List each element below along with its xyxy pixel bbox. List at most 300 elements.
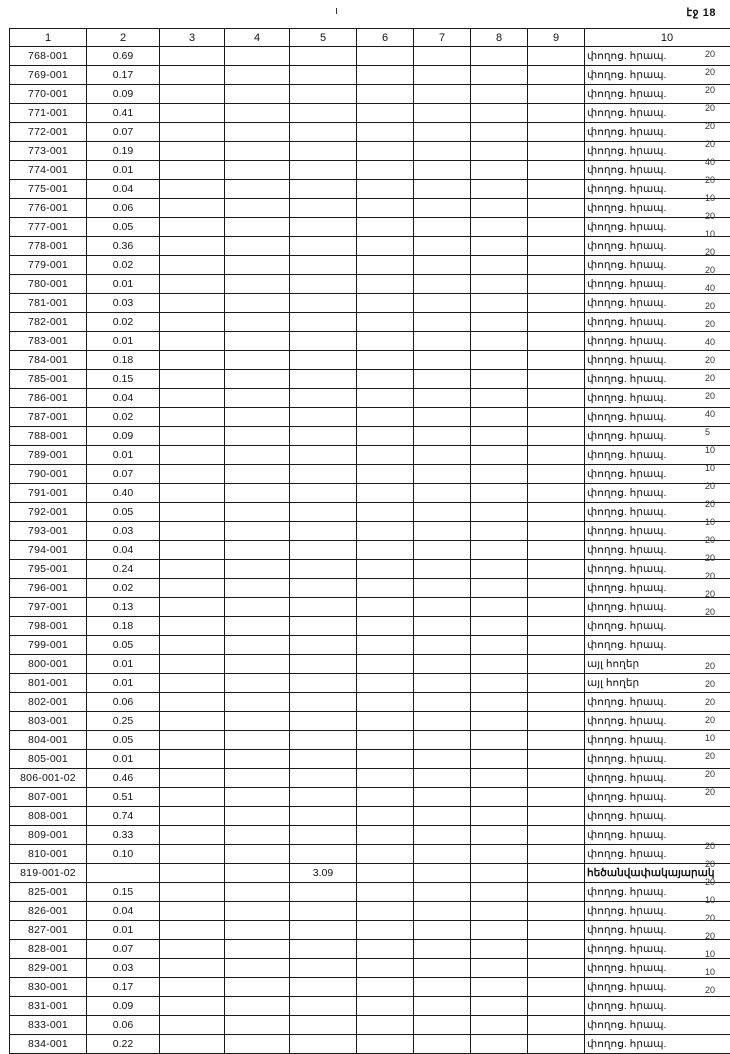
- cell-col-5: [290, 294, 357, 313]
- table-row: [10, 826, 730, 845]
- cell-col-4: [225, 104, 290, 123]
- cell-land-use: փողոց. հրապ.: [585, 636, 730, 655]
- cell-col-7: [414, 199, 471, 218]
- cell-col-2: 0.40: [87, 484, 160, 503]
- cell-col-7: [414, 902, 471, 921]
- cell-col-5: [290, 940, 357, 959]
- cell-col-4: [225, 446, 290, 465]
- cell-col-7: [414, 750, 471, 769]
- table-row: [10, 750, 730, 769]
- cell-col-2: 0.06: [87, 1016, 160, 1035]
- cell-col-9: [528, 959, 585, 978]
- cell-land-use: փողոց. հրապ.: [585, 731, 730, 750]
- cell-col-5: [290, 636, 357, 655]
- cell-col-6: [357, 655, 414, 674]
- cell-col-8: [471, 275, 528, 294]
- header-col-8: 8: [471, 29, 528, 47]
- cell-col-6: [357, 864, 414, 883]
- cell-col-7: [414, 845, 471, 864]
- cell-col-8: [471, 85, 528, 104]
- cell-parcel-code: 828-001: [10, 940, 87, 959]
- cell-col-8: [471, 655, 528, 674]
- cell-land-use: փողոց. հրապ.: [585, 85, 730, 104]
- cell-col-8: [471, 997, 528, 1016]
- cell-col-2: 0.05: [87, 636, 160, 655]
- cell-col-2: 0.09: [87, 85, 160, 104]
- cell-col-8: [471, 408, 528, 427]
- cell-parcel-code: 794-001: [10, 541, 87, 560]
- cell-col-9: [528, 351, 585, 370]
- margin-note: 40: [703, 279, 729, 297]
- cell-col-9: [528, 883, 585, 902]
- table-row: [10, 465, 730, 484]
- table-row: [10, 731, 730, 750]
- cell-land-use: փողոց. հրապ.: [585, 446, 730, 465]
- cell-land-use: փողոց. հրապ.: [585, 313, 730, 332]
- cell-col-6: [357, 788, 414, 807]
- cell-land-use: փողոց. հրապ.: [585, 1035, 730, 1054]
- cell-col-8: [471, 959, 528, 978]
- cell-col-6: [357, 636, 414, 655]
- cell-parcel-code: 769-001: [10, 66, 87, 85]
- cell-parcel-code: 826-001: [10, 902, 87, 921]
- cell-col-3: [160, 484, 225, 503]
- cell-col-8: [471, 788, 528, 807]
- cell-col-2: 0.03: [87, 294, 160, 313]
- cell-col-4: [225, 997, 290, 1016]
- cell-col-2: 0.02: [87, 256, 160, 275]
- cell-col-4: [225, 712, 290, 731]
- cell-col-4: [225, 313, 290, 332]
- cell-col-2: 0.02: [87, 408, 160, 427]
- cell-land-use: փողոց. հրապ.: [585, 503, 730, 522]
- cell-col-8: [471, 1035, 528, 1054]
- cell-parcel-code: 784-001: [10, 351, 87, 370]
- cell-land-use: փողոց. հրապ.: [585, 750, 730, 769]
- cell-col-9: [528, 123, 585, 142]
- cell-land-use: փողոց. հրապ.: [585, 351, 730, 370]
- cell-col-6: [357, 237, 414, 256]
- cell-col-6: [357, 351, 414, 370]
- cell-parcel-code: 802-001: [10, 693, 87, 712]
- margin-note: 20: [703, 549, 729, 567]
- margin-note: 10: [703, 729, 729, 747]
- cell-col-8: [471, 123, 528, 142]
- cell-col-5: [290, 788, 357, 807]
- table-body: [10, 47, 730, 1054]
- cell-parcel-code: 788-001: [10, 427, 87, 446]
- cell-col-3: [160, 218, 225, 237]
- cell-col-5: [290, 712, 357, 731]
- cell-col-7: [414, 408, 471, 427]
- cell-parcel-code: 804-001: [10, 731, 87, 750]
- cell-col-8: [471, 579, 528, 598]
- cell-col-6: [357, 142, 414, 161]
- cell-col-3: [160, 693, 225, 712]
- cell-col-2: 0.69: [87, 47, 160, 66]
- cell-col-9: [528, 408, 585, 427]
- cell-col-7: [414, 579, 471, 598]
- table-row: [10, 446, 730, 465]
- cell-col-8: [471, 598, 528, 617]
- cell-col-5: [290, 1035, 357, 1054]
- table-row: [10, 142, 730, 161]
- cell-col-6: [357, 332, 414, 351]
- cell-col-8: [471, 978, 528, 997]
- cell-col-9: [528, 427, 585, 446]
- cell-col-5: [290, 560, 357, 579]
- margin-note: 20: [703, 981, 729, 999]
- cell-parcel-code: 789-001: [10, 446, 87, 465]
- cell-land-use: փողոց. հրապ.: [585, 294, 730, 313]
- margin-spacer: [703, 28, 729, 45]
- cell-col-9: [528, 636, 585, 655]
- cell-col-9: [528, 85, 585, 104]
- table-row: [10, 902, 730, 921]
- cell-land-use: փողոց. հրապ.: [585, 617, 730, 636]
- cell-col-8: [471, 617, 528, 636]
- cell-col-4: [225, 883, 290, 902]
- cell-col-2: 0.01: [87, 161, 160, 180]
- margin-note: 40: [703, 405, 729, 423]
- cell-col-5: [290, 389, 357, 408]
- table-row: [10, 199, 730, 218]
- cell-col-4: [225, 522, 290, 541]
- cell-col-3: [160, 66, 225, 85]
- cell-parcel-code: 768-001: [10, 47, 87, 66]
- cell-land-use: փողոց. հրապ.: [585, 332, 730, 351]
- cell-land-use: փողոց. հրապ.: [585, 560, 730, 579]
- cell-col-4: [225, 674, 290, 693]
- cell-col-3: [160, 560, 225, 579]
- cell-col-7: [414, 85, 471, 104]
- table-header-row: [10, 29, 730, 47]
- cell-col-7: [414, 617, 471, 636]
- cell-col-5: [290, 484, 357, 503]
- cell-col-5: [290, 256, 357, 275]
- cell-col-2: 0.41: [87, 104, 160, 123]
- table-row: [10, 864, 730, 883]
- cell-col-2: 0.04: [87, 541, 160, 560]
- cell-col-2: 0.01: [87, 921, 160, 940]
- cell-col-8: [471, 807, 528, 826]
- margin-note: 20: [703, 675, 729, 693]
- cell-parcel-code: 775-001: [10, 180, 87, 199]
- margin-note: 20: [703, 315, 729, 333]
- cell-col-7: [414, 826, 471, 845]
- cell-col-6: [357, 389, 414, 408]
- table-row: [10, 85, 730, 104]
- cell-col-2: 0.09: [87, 427, 160, 446]
- cell-col-4: [225, 1016, 290, 1035]
- cell-col-8: [471, 769, 528, 788]
- cell-col-4: [225, 370, 290, 389]
- cell-col-3: [160, 1035, 225, 1054]
- cell-col-9: [528, 294, 585, 313]
- cell-col-2: [87, 864, 160, 883]
- table-row: [10, 123, 730, 142]
- cell-land-use: փողոց. հրապ.: [585, 997, 730, 1016]
- cell-col-3: [160, 921, 225, 940]
- page-number: էջ 18: [686, 6, 716, 19]
- margin-note: 20: [703, 531, 729, 549]
- margin-note: 20: [703, 117, 729, 135]
- cell-land-use: փողոց. հրապ.: [585, 256, 730, 275]
- margin-note: 20: [703, 81, 729, 99]
- header-col-1: 1: [10, 29, 87, 47]
- cell-parcel-code: 827-001: [10, 921, 87, 940]
- cell-parcel-code: 796-001: [10, 579, 87, 598]
- cell-land-use: հեծանվափակայարակ: [585, 864, 730, 883]
- cell-col-2: 0.07: [87, 123, 160, 142]
- cell-col-7: [414, 959, 471, 978]
- cell-col-3: [160, 199, 225, 218]
- cell-col-2: 0.01: [87, 275, 160, 294]
- cell-col-2: 0.05: [87, 218, 160, 237]
- table-row: [10, 313, 730, 332]
- cell-col-8: [471, 750, 528, 769]
- margin-note: 10: [703, 441, 729, 459]
- cell-land-use: փողոց. հրապ.: [585, 123, 730, 142]
- cell-col-2: 0.01: [87, 655, 160, 674]
- cell-col-9: [528, 997, 585, 1016]
- cell-col-8: [471, 104, 528, 123]
- cell-col-4: [225, 826, 290, 845]
- cell-col-6: [357, 47, 414, 66]
- cell-col-6: [357, 503, 414, 522]
- cell-parcel-code: 805-001: [10, 750, 87, 769]
- table-row: [10, 389, 730, 408]
- margin-note: 20: [703, 135, 729, 153]
- cell-col-7: [414, 864, 471, 883]
- cell-col-2: 0.04: [87, 389, 160, 408]
- cell-col-4: [225, 598, 290, 617]
- cell-col-6: [357, 465, 414, 484]
- table-row: [10, 275, 730, 294]
- cell-col-9: [528, 104, 585, 123]
- cell-col-5: [290, 883, 357, 902]
- cell-col-3: [160, 902, 225, 921]
- margin-note: 20: [703, 567, 729, 585]
- cell-col-9: [528, 1035, 585, 1054]
- table-row: [10, 66, 730, 85]
- cell-col-3: [160, 541, 225, 560]
- cell-parcel-code: 781-001: [10, 294, 87, 313]
- cell-col-7: [414, 161, 471, 180]
- cell-col-6: [357, 1016, 414, 1035]
- cell-col-8: [471, 237, 528, 256]
- cell-land-use: փողոց. հրապ.: [585, 237, 730, 256]
- cell-col-7: [414, 769, 471, 788]
- cell-col-6: [357, 769, 414, 788]
- cell-col-8: [471, 503, 528, 522]
- cell-parcel-code: 801-001: [10, 674, 87, 693]
- cell-parcel-code: 787-001: [10, 408, 87, 427]
- cell-col-8: [471, 484, 528, 503]
- table-row: [10, 712, 730, 731]
- cell-land-use: փողոց. հրապ.: [585, 826, 730, 845]
- margin-note: 10: [703, 513, 729, 531]
- header-col-3: 3: [160, 29, 225, 47]
- cell-col-8: [471, 560, 528, 579]
- cell-parcel-code: 798-001: [10, 617, 87, 636]
- table-row: [10, 655, 730, 674]
- cell-col-7: [414, 1016, 471, 1035]
- cell-col-9: [528, 750, 585, 769]
- table-row: [10, 788, 730, 807]
- margin-note: 10: [703, 945, 729, 963]
- cell-col-6: [357, 712, 414, 731]
- cell-col-7: [414, 180, 471, 199]
- cell-parcel-code: 774-001: [10, 161, 87, 180]
- cell-col-6: [357, 256, 414, 275]
- cell-land-use: փողոց. հրապ.: [585, 693, 730, 712]
- cell-col-5: 3.09: [290, 864, 357, 883]
- table-row: [10, 997, 730, 1016]
- cell-col-4: [225, 465, 290, 484]
- margin-note: 40: [703, 333, 729, 351]
- cell-col-6: [357, 940, 414, 959]
- cell-parcel-code: 809-001: [10, 826, 87, 845]
- table-row: [10, 940, 730, 959]
- cell-col-5: [290, 541, 357, 560]
- cell-col-6: [357, 693, 414, 712]
- margin-note: 20: [703, 369, 729, 387]
- cell-col-3: [160, 845, 225, 864]
- cell-col-4: [225, 788, 290, 807]
- cell-col-2: 0.01: [87, 750, 160, 769]
- cell-col-9: [528, 332, 585, 351]
- margin-note: 20: [703, 783, 729, 801]
- cell-col-2: 0.05: [87, 731, 160, 750]
- cell-parcel-code: 771-001: [10, 104, 87, 123]
- table-row: [10, 218, 730, 237]
- cell-col-2: 0.25: [87, 712, 160, 731]
- cell-col-6: [357, 104, 414, 123]
- cell-parcel-code: 780-001: [10, 275, 87, 294]
- cell-parcel-code: 830-001: [10, 978, 87, 997]
- table-row: [10, 408, 730, 427]
- cell-col-5: [290, 180, 357, 199]
- cell-col-3: [160, 351, 225, 370]
- table-row: [10, 845, 730, 864]
- cell-col-6: [357, 484, 414, 503]
- cell-col-3: [160, 389, 225, 408]
- cell-col-4: [225, 275, 290, 294]
- cell-col-5: [290, 503, 357, 522]
- cell-parcel-code: 770-001: [10, 85, 87, 104]
- margin-note: 5: [703, 423, 729, 441]
- cell-col-8: [471, 674, 528, 693]
- cell-col-3: [160, 883, 225, 902]
- cell-parcel-code: 782-001: [10, 313, 87, 332]
- cell-col-5: [290, 1016, 357, 1035]
- cell-col-4: [225, 294, 290, 313]
- cell-col-5: [290, 370, 357, 389]
- cell-parcel-code: 819-001-02: [10, 864, 87, 883]
- cell-col-5: [290, 655, 357, 674]
- cell-col-4: [225, 427, 290, 446]
- cell-col-7: [414, 522, 471, 541]
- cell-land-use: փողոց. հրապ.: [585, 940, 730, 959]
- cell-col-2: 0.74: [87, 807, 160, 826]
- cell-col-7: [414, 674, 471, 693]
- cell-col-5: [290, 332, 357, 351]
- cell-col-8: [471, 66, 528, 85]
- cell-col-8: [471, 294, 528, 313]
- cell-col-9: [528, 598, 585, 617]
- cell-col-2: 0.06: [87, 199, 160, 218]
- margin-note: 20: [703, 387, 729, 405]
- table-row: [10, 237, 730, 256]
- cell-col-5: [290, 47, 357, 66]
- cell-col-5: [290, 674, 357, 693]
- cell-col-5: [290, 693, 357, 712]
- cell-col-4: [225, 161, 290, 180]
- cell-col-7: [414, 332, 471, 351]
- table-row: [10, 674, 730, 693]
- cell-col-7: [414, 484, 471, 503]
- cell-col-6: [357, 218, 414, 237]
- cell-col-4: [225, 579, 290, 598]
- cell-col-2: 0.06: [87, 693, 160, 712]
- cell-col-9: [528, 199, 585, 218]
- cell-col-2: 0.18: [87, 617, 160, 636]
- cell-col-2: 0.15: [87, 883, 160, 902]
- cell-col-3: [160, 123, 225, 142]
- top-tick-mark: [336, 8, 337, 14]
- cell-col-3: [160, 104, 225, 123]
- cell-col-4: [225, 560, 290, 579]
- cell-col-4: [225, 750, 290, 769]
- cell-col-3: [160, 142, 225, 161]
- cell-col-3: [160, 959, 225, 978]
- cell-col-4: [225, 959, 290, 978]
- cell-col-5: [290, 313, 357, 332]
- cell-col-6: [357, 199, 414, 218]
- margin-note: [703, 801, 729, 819]
- cell-col-9: [528, 978, 585, 997]
- cell-col-5: [290, 807, 357, 826]
- margin-note: 20: [703, 45, 729, 63]
- cell-col-4: [225, 617, 290, 636]
- cell-col-5: [290, 522, 357, 541]
- cell-col-3: [160, 674, 225, 693]
- cell-col-7: [414, 978, 471, 997]
- cell-col-3: [160, 769, 225, 788]
- margin-note: 20: [703, 855, 729, 873]
- cell-col-8: [471, 427, 528, 446]
- cell-col-5: [290, 446, 357, 465]
- cell-col-5: [290, 579, 357, 598]
- cell-col-4: [225, 693, 290, 712]
- margin-note: 20: [703, 477, 729, 495]
- cell-col-3: [160, 598, 225, 617]
- cell-col-4: [225, 921, 290, 940]
- cell-col-9: [528, 484, 585, 503]
- table-row: [10, 294, 730, 313]
- cell-col-8: [471, 332, 528, 351]
- cell-col-4: [225, 484, 290, 503]
- cell-col-4: [225, 807, 290, 826]
- cell-col-6: [357, 598, 414, 617]
- cell-parcel-code: 808-001: [10, 807, 87, 826]
- cell-col-2: 0.24: [87, 560, 160, 579]
- table-row: [10, 332, 730, 351]
- cell-col-2: 0.02: [87, 313, 160, 332]
- cell-parcel-code: 779-001: [10, 256, 87, 275]
- margin-note: 20: [703, 261, 729, 279]
